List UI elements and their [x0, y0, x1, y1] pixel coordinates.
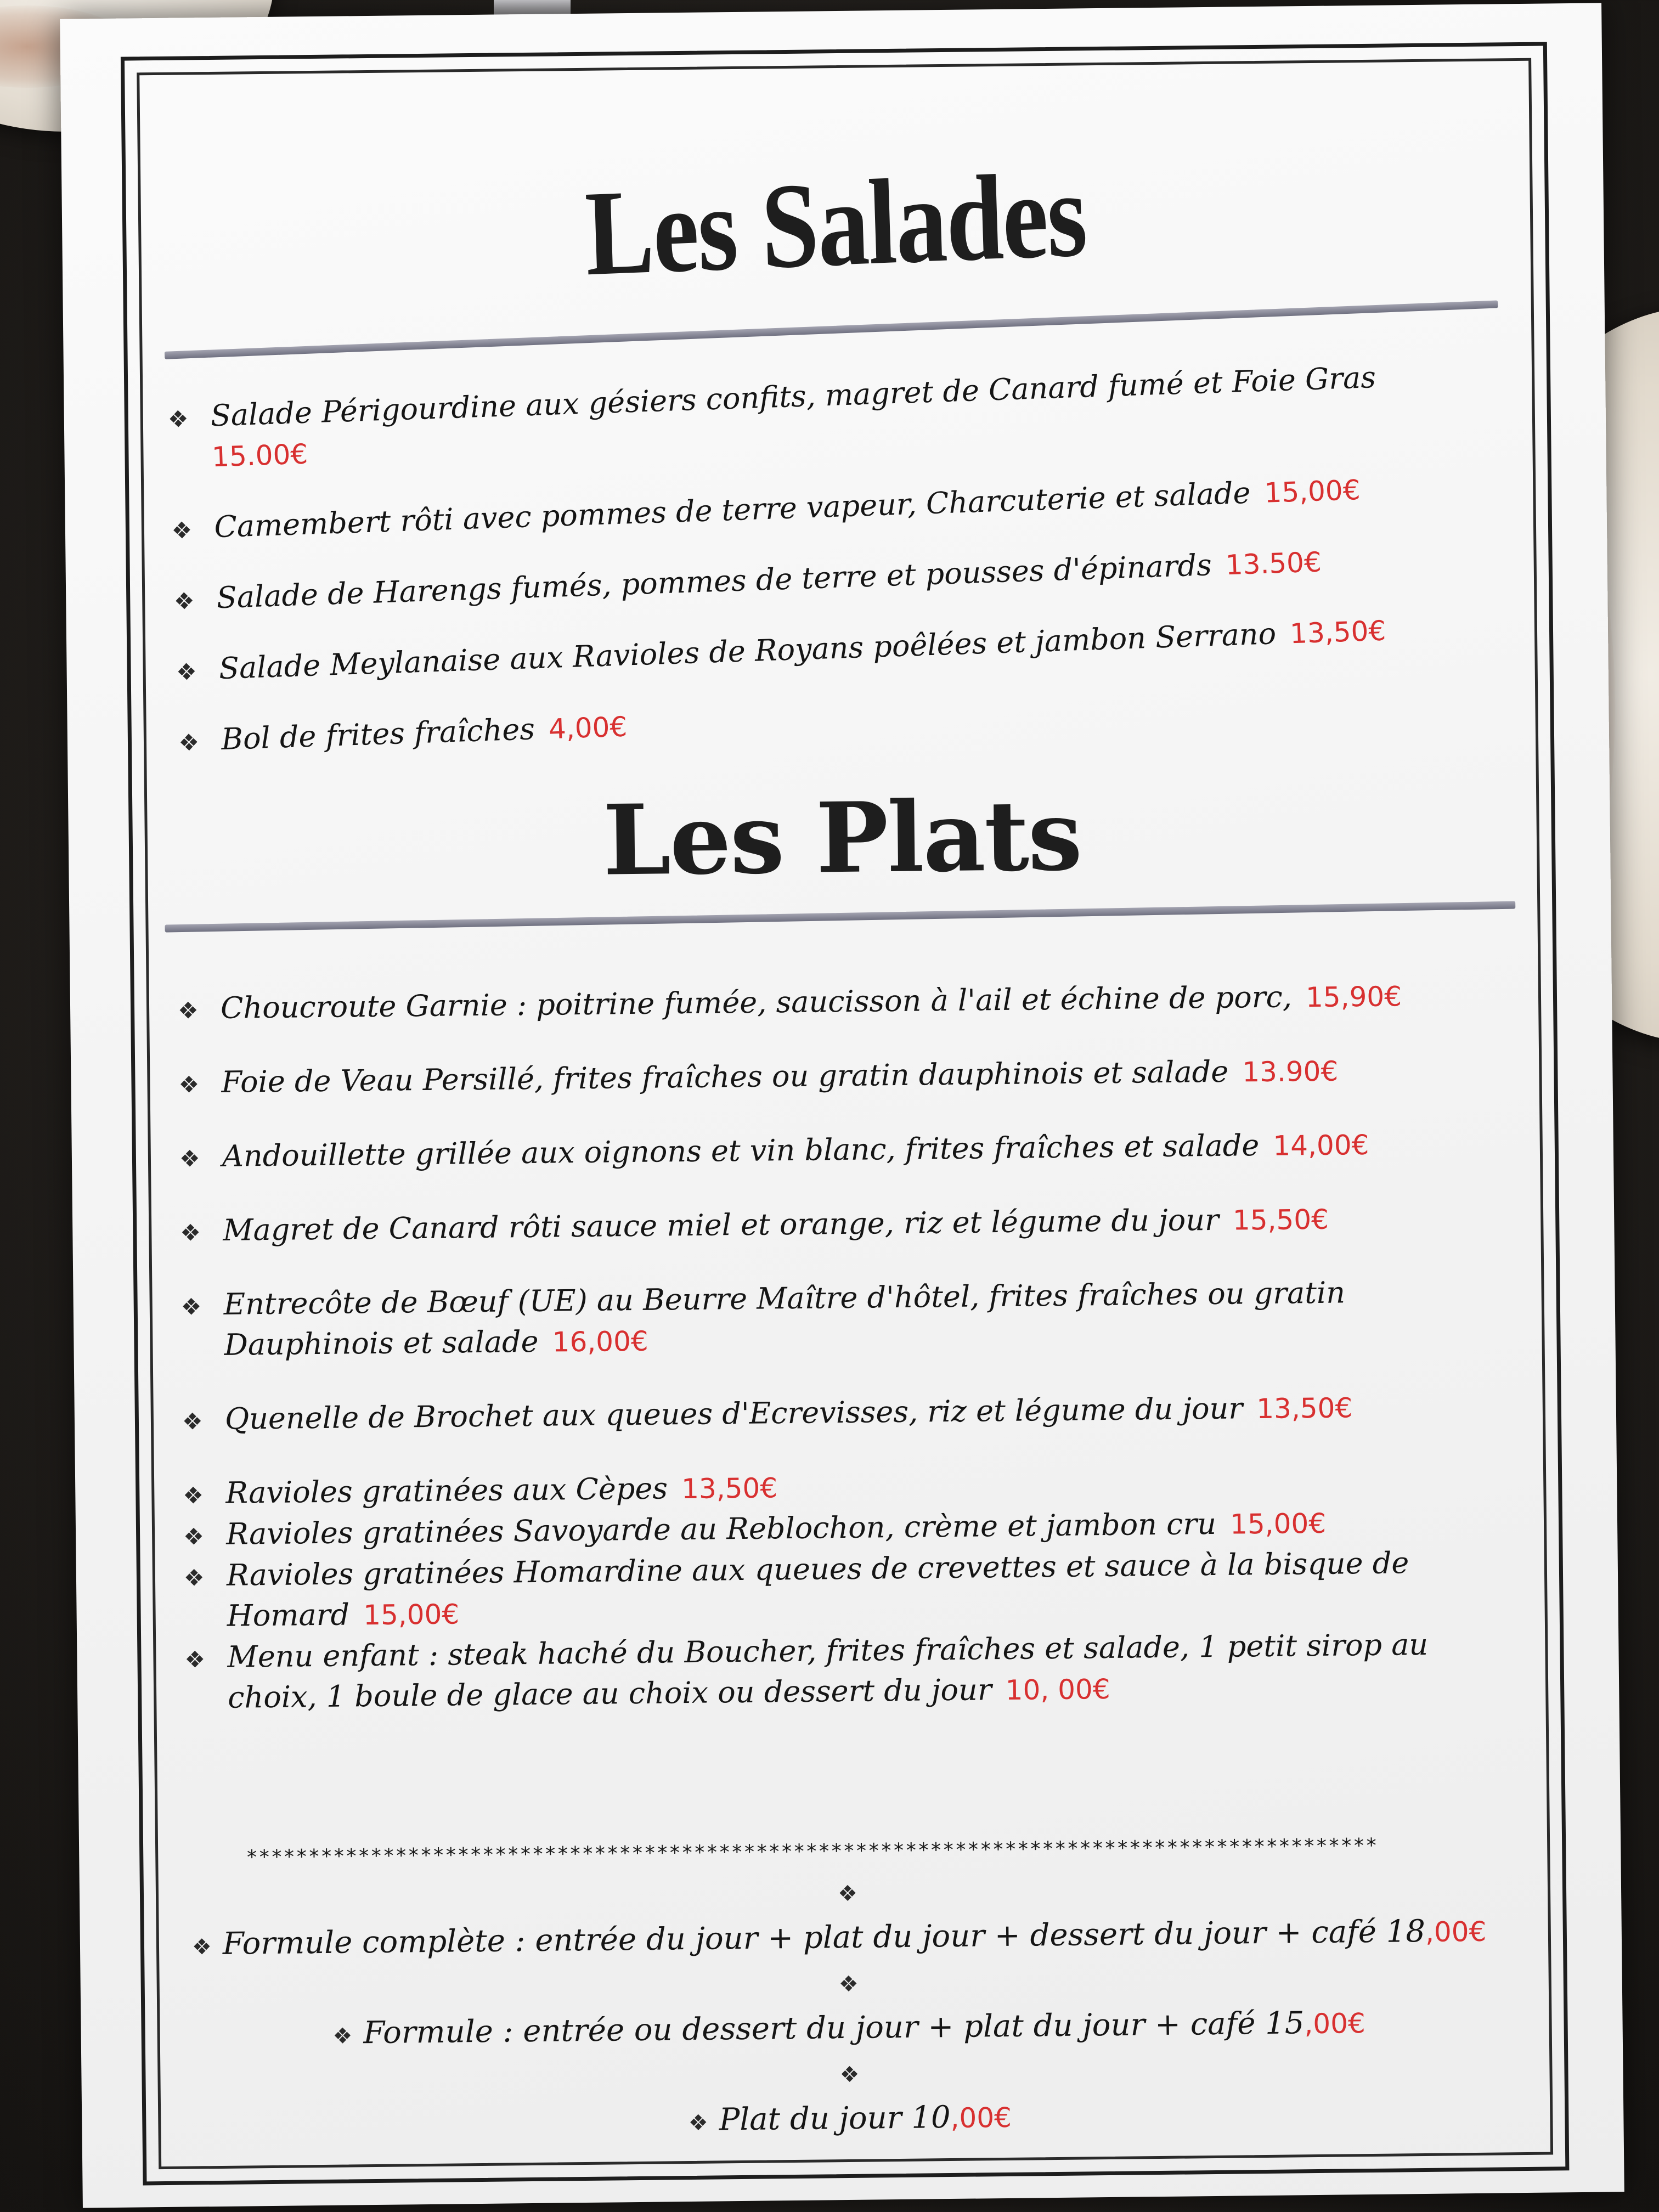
item-text: Camembert rôti avec pommes de terre vapeur, Charcuterie et salade — [213, 475, 1251, 545]
item-price: 13,50€ — [1289, 614, 1387, 650]
menu-item — [161, 353, 1486, 479]
diamond-bullet-icon: ❖ — [167, 405, 189, 433]
item-price: 10, 00€ — [1005, 1673, 1110, 1706]
diamond-bullet-icon: ❖ — [183, 1564, 205, 1592]
item-text: Salade Meylanaise aux Ravioles de Royans poêlées et jambon Serrano — [218, 616, 1277, 686]
diamond-bullet-icon: ❖ — [184, 1646, 206, 1673]
diamond-bullet-icon: ❖ — [332, 2023, 353, 2049]
menu-sheet — [60, 3, 1624, 2208]
formule-price: ,00€ — [1304, 2007, 1366, 2040]
menu-item — [171, 677, 1495, 762]
menu-item — [172, 1049, 1496, 1104]
item-text: Entrecôte de Bœuf (UE) au Beurre Maître d'hôtel, frites fraîches ou gratin Dauphinois et salade — [223, 1275, 1346, 1362]
diamond-separator-icon: ❖ — [837, 1881, 858, 1907]
item-text: Ravioles gratinées aux Cèpes — [225, 1471, 668, 1510]
item-price: 4,00€ — [548, 710, 628, 746]
item-text: Quenelle de Brochet aux queues d'Ecrevisses, riz et légume du jour — [224, 1391, 1243, 1436]
item-text: Menu enfant : steak haché du Boucher, frites fraîches et salade, 1 petit sirop au choix, 1 boule de glace au choix ou dessert du jour — [227, 1627, 1429, 1715]
item-text: Ravioles gratinées Homardine aux queues de crevettes et sauce à la bisque de Homard — [226, 1545, 1409, 1633]
menu-item — [176, 1385, 1499, 1440]
diamond-bullet-icon: ❖ — [183, 1482, 204, 1509]
item-price: 13,50€ — [681, 1472, 778, 1505]
menu-item — [177, 1542, 1501, 1637]
menu-item — [173, 1197, 1497, 1252]
menu-item — [167, 535, 1491, 620]
item-text: Bol de frites fraîches — [221, 712, 535, 757]
diamond-bullet-icon: ❖ — [176, 658, 198, 686]
formule-price: ,00€ — [950, 2101, 1012, 2135]
item-price: 15.00€ — [211, 438, 309, 473]
section-title-salades: Les Salades — [583, 146, 1088, 301]
diamond-bullet-icon: ❖ — [173, 587, 195, 615]
item-price: 13.90€ — [1242, 1055, 1339, 1088]
menu-item — [174, 1271, 1498, 1367]
item-price: 15,90€ — [1305, 980, 1402, 1014]
diamond-separator-icon: ❖ — [838, 1971, 859, 1997]
diamond-bullet-icon: ❖ — [182, 1408, 203, 1435]
item-price: 15,00€ — [1263, 473, 1361, 509]
diamond-bullet-icon: ❖ — [180, 1293, 202, 1321]
diamond-bullet-icon: ❖ — [179, 1145, 200, 1172]
section-divider-plats — [165, 901, 1515, 933]
item-text: Salade Périgourdine aux gésiers confits, magret de Canard fumé et Foie Gras — [210, 359, 1376, 433]
diamond-bullet-icon: ❖ — [191, 1934, 212, 1960]
salades-list — [161, 353, 1497, 792]
item-text: Choucroute Garnie : poitrine fumée, saucisson à l'ail et échine de porc, — [220, 979, 1293, 1025]
formules-block — [180, 1871, 1517, 2157]
menu-item — [164, 465, 1488, 550]
menu-item — [173, 1123, 1497, 1178]
item-text: Salade de Harengs fumés, pommes de terre et pousses d'épinards — [216, 548, 1212, 616]
star-divider: ******************************************************************************************* — [246, 1834, 1378, 1869]
formule-price: ,00€ — [1425, 1915, 1487, 1948]
formule-text: Formule complète : entrée du jour + plat du jour + dessert du jour + café 18 — [222, 1913, 1426, 1962]
item-price: 15,50€ — [1232, 1203, 1329, 1237]
item-price: 14,00€ — [1273, 1128, 1369, 1162]
menu-item — [178, 1623, 1502, 1719]
item-price: 13.50€ — [1224, 546, 1322, 582]
menu-frame-inner — [137, 58, 1553, 2169]
item-text: Foie de Veau Persillé, frites fraîches ou gratin dauphinois et salade — [221, 1054, 1229, 1099]
item-price: 15,00€ — [363, 1598, 460, 1632]
item-price: 15,00€ — [1229, 1507, 1327, 1541]
plats-list — [171, 975, 1502, 1719]
formule-text: Formule : entrée ou dessert du jour + plat du jour + café 15 — [363, 2005, 1305, 2051]
diamond-bullet-icon: ❖ — [180, 1219, 201, 1246]
formule-text: Plat du jour 10 — [719, 2100, 951, 2138]
section-title-plats: Les Plats — [602, 778, 1082, 898]
menu-item — [171, 975, 1495, 1030]
diamond-bullet-icon: ❖ — [178, 1071, 200, 1098]
diamond-bullet-icon: ❖ — [688, 2110, 708, 2136]
diamond-bullet-icon: ❖ — [183, 1523, 205, 1550]
diamond-bullet-icon: ❖ — [171, 516, 193, 544]
diamond-bullet-icon: ❖ — [178, 729, 200, 757]
diamond-bullet-icon: ❖ — [177, 997, 199, 1024]
menu-frame-outer — [121, 42, 1569, 2185]
item-text: Ravioles gratinées Savoyarde au Reblochon, crème et jambon cru — [225, 1506, 1217, 1551]
item-price: 16,00€ — [552, 1325, 648, 1358]
item-text: Magret de Canard rôti sauce miel et orange, riz et légume du jour — [222, 1202, 1220, 1248]
item-price: 13,50€ — [1256, 1392, 1353, 1425]
item-text: Andouillette grillée aux oignons et vin blanc, frites fraîches et salade — [222, 1128, 1260, 1173]
diamond-separator-icon: ❖ — [839, 2062, 860, 2088]
menu-item — [169, 606, 1493, 691]
